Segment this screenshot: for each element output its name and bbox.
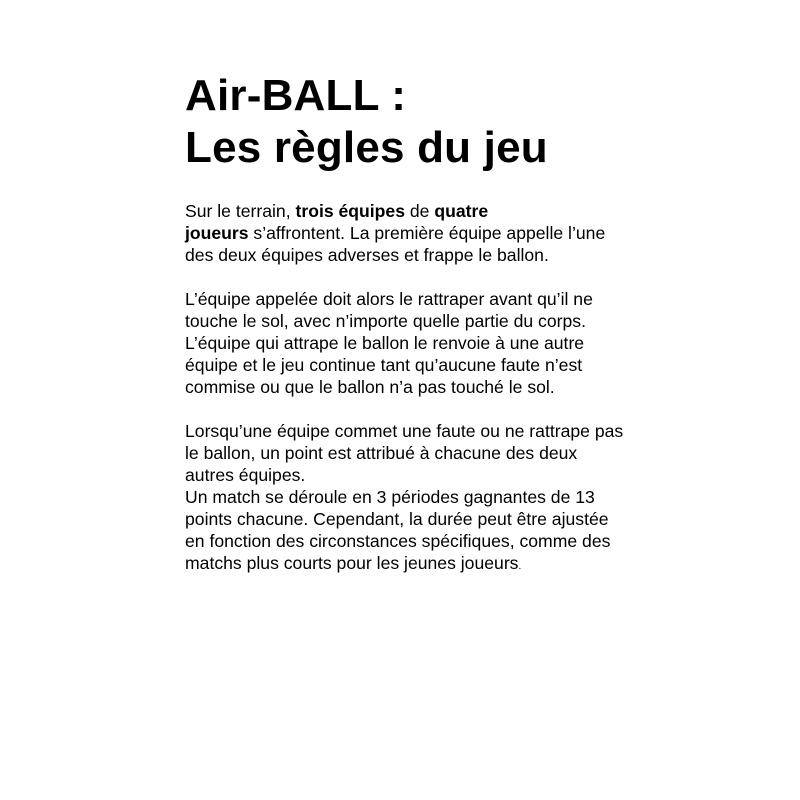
text-run: s’affrontent. La première équipe appelle l’une des deux équipes adverses et frappe le ballon. (185, 223, 606, 265)
paragraph-fault: Lorsqu’une équipe commet une faute ou ne rattrape pas le ballon, un point est attribué à chacune des deux autres équipes. (185, 421, 624, 485)
title-line-2: Les règles du jeu (185, 123, 548, 172)
text-run: Un match se déroule en 3 périodes gagnantes de 13 points chacune. Cependant, la durée peut être ajustée en fonction des circonstances spécifiques, comme des matchs plus courts pour les jeunes joueurs (185, 487, 611, 573)
text-run: de (405, 201, 435, 221)
paragraph-teams (185, 200, 625, 266)
text-run: Sur le terrain, (185, 201, 296, 221)
page-title (185, 70, 625, 174)
paragraph-catch: L’équipe appelée doit alors le rattraper avant qu’il ne touche le sol, avec n’importe quelle partie du corps. L’équipe qui attrape le ballon le renvoie à une autre équipe et le jeu continue tant qu’aucune faute n’est commise ou que le ballon n’a pas touché le sol. (185, 289, 593, 397)
paragraph-match (185, 486, 625, 578)
bold-four: quatre (434, 201, 489, 221)
document-page (185, 70, 625, 578)
title-line-1: Air-BALL : (185, 71, 407, 120)
small-period: . (518, 561, 522, 572)
bold-players: joueurs (185, 223, 249, 243)
rules-body (185, 200, 625, 578)
bold-three-teams: trois équipes (295, 201, 405, 221)
